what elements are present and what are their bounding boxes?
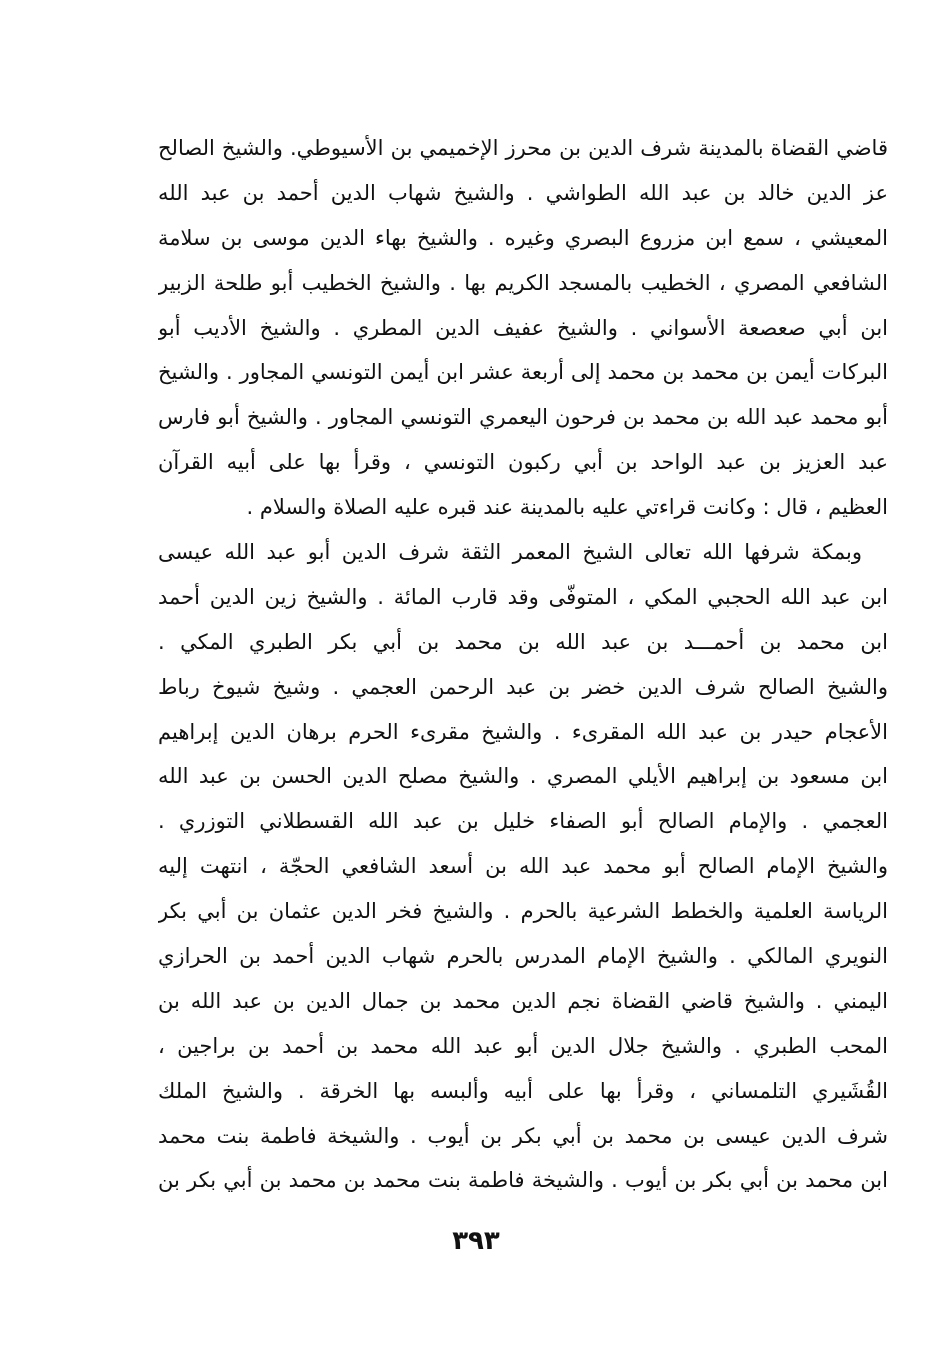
text-line: العجمي . والإمام الصالح أبو الصفاء خليل بن عبد الله القسطلاني التوزري . xyxy=(158,809,888,834)
text-line: قاضي القضاة بالمدينة شرف الدين بن محرز الإخميمي بن الأسيوطي. والشيخ الصالح xyxy=(158,136,888,160)
text-line: ابن عبد الله الحجبي المكي ، المتوفّى وقد قارب المائة . والشيخ زين الدين أحمد xyxy=(158,584,888,609)
text-line: شرف الدين عيسى بن محمد بن أبي بكر بن أيوب . والشيخة فاطمة بنت محمد xyxy=(158,1123,888,1148)
text-line: المحب الطبري . والشيخ جلال الدين أبو عبد الله محمد بن أحمد بن براجين ، xyxy=(158,1033,888,1058)
text-line: اليمني . والشيخ قاضي القضاة نجم الدين محمد بن جمال الدين بن عبد الله بن xyxy=(158,988,888,1013)
text-line: الأعجام حيدر بن عبد الله المقرىء . والشيخ مقرىء الحرم برهان الدين إبراهيم xyxy=(158,719,888,744)
text-line: ابن مسعود بن إبراهيم الأيلي المصري . والشيخ مصلح الدين الحسن بن عبد الله xyxy=(158,764,888,789)
text-line: المعيشي ، سمع ابن مزروع البصري وغيره . والشيخ بهاء الدين موسى بن سلامة xyxy=(158,225,888,250)
text-line: العظيم ، قال : وكانت قراءتي عليه بالمدينة عند قبره عليه الصلاة والسلام . xyxy=(246,495,888,520)
text-line: عبد العزيز بن عبد الواحد بن أبي ركبون التونسي ، وقرأ بها على أبيه القرآن xyxy=(158,450,888,475)
text-line: ابن محمد بن أبي بكر بن أيوب . والشيخة فاطمة بنت محمد بن محمد بن أبي بكر بن xyxy=(158,1168,888,1193)
text-line: البركات أيمن بن محمد بن محمد إلى أربعة عشر ابن أيمن التونسي المجاور . والشيخ xyxy=(158,360,888,385)
page-number: ٣٩٣ xyxy=(452,1226,500,1256)
text-line: ابن محمد بن أحمـــد بن عبد الله بن محمد بن أبي بكر الطبري المكي . xyxy=(158,629,888,654)
text-line: ابن أبي صعصعة الأسواني . والشيخ عفيف الدين المطري . والشيخ الأديب أبو xyxy=(158,315,888,340)
text-line: الشافعي المصري ، الخطيب بالمسجد الكريم بها . والشيخ الخطيب أبو طلحة الزبير xyxy=(158,270,888,295)
body-text xyxy=(158,126,888,1203)
text-line: النويري المالكي . والشيخ الإمام المدرس بالحرم شهاب الدين أحمد بن الحرازي xyxy=(158,944,888,969)
text-line: أبو محمد عبد الله بن محمد بن فرحون اليعمري التونسي المجاور . والشيخ أبو فارس xyxy=(158,405,888,430)
text-line: الرياسة العلمية والخطط الشرعية بالحرم . والشيخ فخر الدين عثمان بن أبي بكر xyxy=(158,899,888,924)
text-line: والشيخ الصالح شرف الدين خضر بن عبد الرحمن العجمي . وشيخ شيوخ رباط xyxy=(158,674,888,699)
text-line: القُشَيري التلمساني ، وقرأ بها على أبيه وألبسه بها الخرقة . والشيخ الملك xyxy=(158,1078,888,1103)
text-line: وبمكة شرفها الله تعالى الشيخ المعمر الثقة شرف الدين أبو عبد الله عيسى xyxy=(158,540,862,565)
text-line: عز الدين خالد بن عبد الله الطواشي . والشيخ شهاب الدين أحمد بن عبد الله xyxy=(158,180,888,205)
text-line: والشيخ الإمام الصالح أبو محمد عبد الله بن أسعد الشافعي الحجّة ، انتهت إليه xyxy=(158,854,888,879)
